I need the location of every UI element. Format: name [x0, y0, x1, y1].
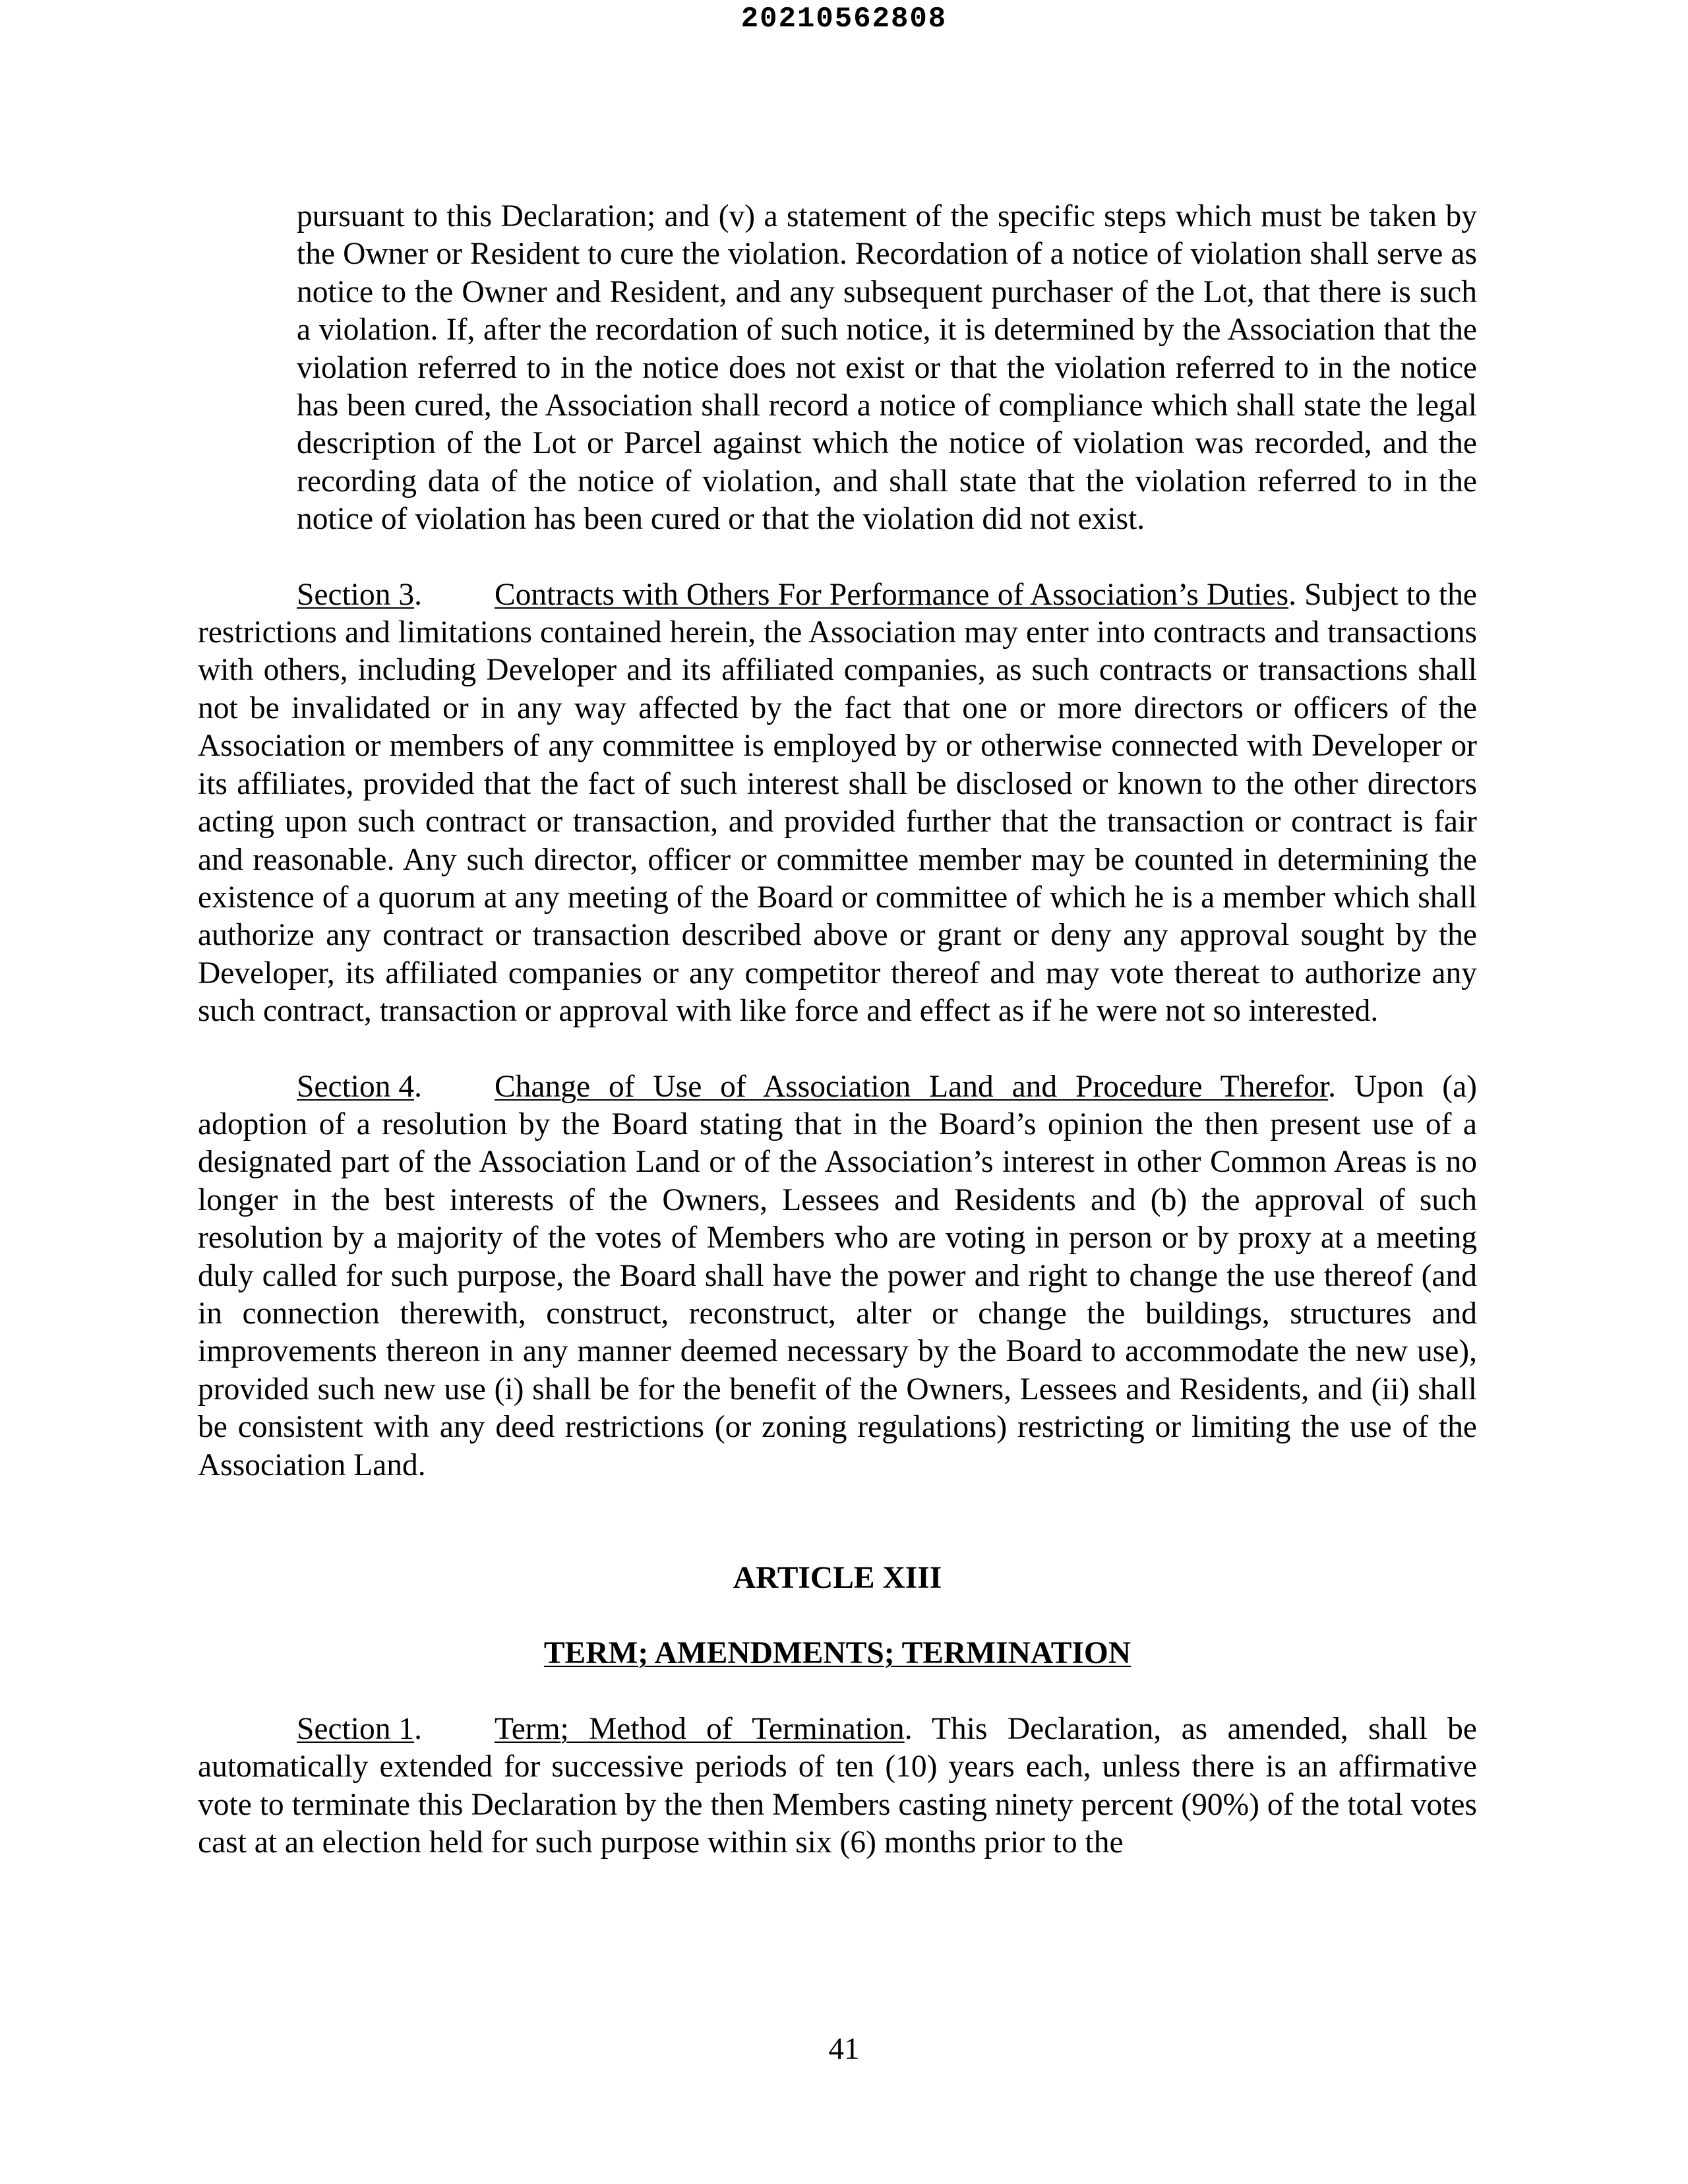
article-title-wrap — [198, 1635, 1477, 1672]
document-page — [198, 198, 1477, 1862]
article-section-1-body: This Declaration, as amended, shall be automatically extended for successive periods of ten (10) years each, unless there is an affirmative vote to terminate this Declaration by the then Members casting ninety percent (90%) of the total votes cast at an election held for such purpose within six (6) months prior to the — [198, 1711, 1477, 1860]
article-number: ARTICLE XIII — [733, 1561, 942, 1595]
section-4-title: Change of Use of Association Land and Procedure Therefor — [495, 1069, 1329, 1104]
section-3-label-wrap: Section 3. — [297, 577, 422, 612]
continuation-paragraph: pursuant to this Declaration; and (v) a statement of the specific steps which must be taken by the Owner or Resident to cure the violation. Recordation of a notice of violation shall serve as notice to the Owner and Resident, and any subsequent purchaser of the Lot, that there is such a violation. If, after the recordation of such notice, it is determined by the Association that the violation referred to in the notice does not exist or that the violation referred to in the notice has been cured, the Association shall record a notice of compliance which shall state the legal description of the Lot or Parcel against which the notice of violation was recorded, and the recording data of the notice of violation, and shall state that the violation referred to in the notice of violation has been cured or that the violation did not exist. — [297, 199, 1477, 537]
section-3-label: Section 3 — [297, 577, 415, 612]
section-4-body: Upon (a) adoption of a resolution by the Board stating that in the Board’s opinion the then present use of a designated part of the Association Land or of the Association’s interest in other Common Areas is no longer in the best interests of the Owners, Lessees and Residents and (b) the approval of such resolution by a majority of the votes of Members who are voting in person or by proxy at a meeting duly called for such purpose, the Board shall have the power and right to change the use thereof (and in connection therewith, construct, reconstruct, alter or change the buildings, structures and improvements thereon in any manner deemed necessary by the Board to accommodate the new use), provided such new use (i) shall be for the benefit of the Owners, Lessees and Residents, and (ii) shall be consistent with any deed restrictions (or zoning regulations) restricting or limiting the use of the Association Land. — [198, 1069, 1477, 1482]
article-section-1-title: Term; Method of Termination — [495, 1711, 905, 1746]
section-3-title: Contracts with Others For Performance of Association’s Duties — [495, 577, 1289, 612]
section-3-paragraph: Section 3. Contracts with Others For Performance of Association’s Duties. Subject to the restrictions and limitations contained herein, the Association may enter into contracts and transactions with others, including Developer and its affiliated companies, as such contracts or transactions shall not be invalidated or in any way affected by the fact that one or more directors or officers of the Association or members of any committee is employed by or otherwise connected with Developer or its affiliates, provided that the fact of such interest shall be disclosed or known to the other directors acting upon such contract or transaction, and provided further that the transaction or contract is fair and reasonable. Any such director, officer or committee member may be counted in determining the existence of a quorum at any meeting of the Board or committee of which he is a member which shall authorize any contract or transaction described above or grant or deny any approval sought by the Developer, its affiliated companies or any competitor thereof and may vote thereat to authorize any such contract, transaction or approval with like force and effect as if he were not so interested. — [198, 577, 1478, 1029]
section-4-label: Section 4 — [297, 1069, 415, 1104]
section-4-paragraph: Section 4. Change of Use of Association Land and Procedure Therefor. Upon (a) adoption of a resolution by the Board stating that in the Board’s opinion the then present use of a designated part of the Association Land or of the Association’s interest in other Common Areas is no longer in the best interests of the Owners, Lessees and Residents and (b) the approval of such resolution by a majority of the votes of Members who are voting in person or by proxy at a meeting duly called for such purpose, the Board shall have the power and right to change the use thereof (and in connection therewith, construct, reconstruct, alter or change the buildings, structures and improvements thereon in any manner deemed necessary by the Board to accommodate the new use), provided such new use (i) shall be for the benefit of the Owners, Lessees and Residents, and (ii) shall be consistent with any deed restrictions (or zoning regulations) restricting or limiting the use of the Association Land. — [198, 1069, 1477, 1482]
article-section-1-label-wrap: Section 1. — [297, 1711, 422, 1746]
article-title: TERM; AMENDMENTS; TERMINATION — [543, 1636, 1131, 1671]
article-section-1-paragraph: Section 1. Term; Method of Termination. This Declaration, as amended, shall be automatically extended for successive periods of ten (10) years each, unless there is an affirmative vote to terminate this Declaration by the then Members casting ninety percent (90%) of the total votes cast at an election held for such purpose within six (6) months prior to the — [198, 1711, 1477, 1860]
section-4-label-wrap: Section 4. — [297, 1069, 422, 1104]
section-3-body: Subject to the restrictions and limitations contained herein, the Association may enter into contracts and transactions with others, including Developer and its affiliated companies, as such contracts or transactions shall not be invalidated or in any way affected by the fact that one or more directors or officers of the Association or members of any committee is employed by or otherwise connected with Developer or its affiliates, provided that the fact of such interest shall be disclosed or known to the other directors acting upon such contract or transaction, and provided further that the transaction or contract is fair and reasonable. Any such director, officer or committee member may be counted in determining the existence of a quorum at any meeting of the Board or committee of which he is a member which shall authorize any contract or transaction described above or grant or deny any approval sought by the Developer, its affiliated companies or any competitor thereof and may vote thereat to authorize any such contract, transaction or approval with like force and effect as if he were not so interested. — [198, 577, 1478, 1029]
document-number: 20210562808 — [740, 3, 948, 36]
page-number: 41 — [828, 2032, 860, 2066]
article-section-1-label: Section 1 — [297, 1711, 415, 1746]
